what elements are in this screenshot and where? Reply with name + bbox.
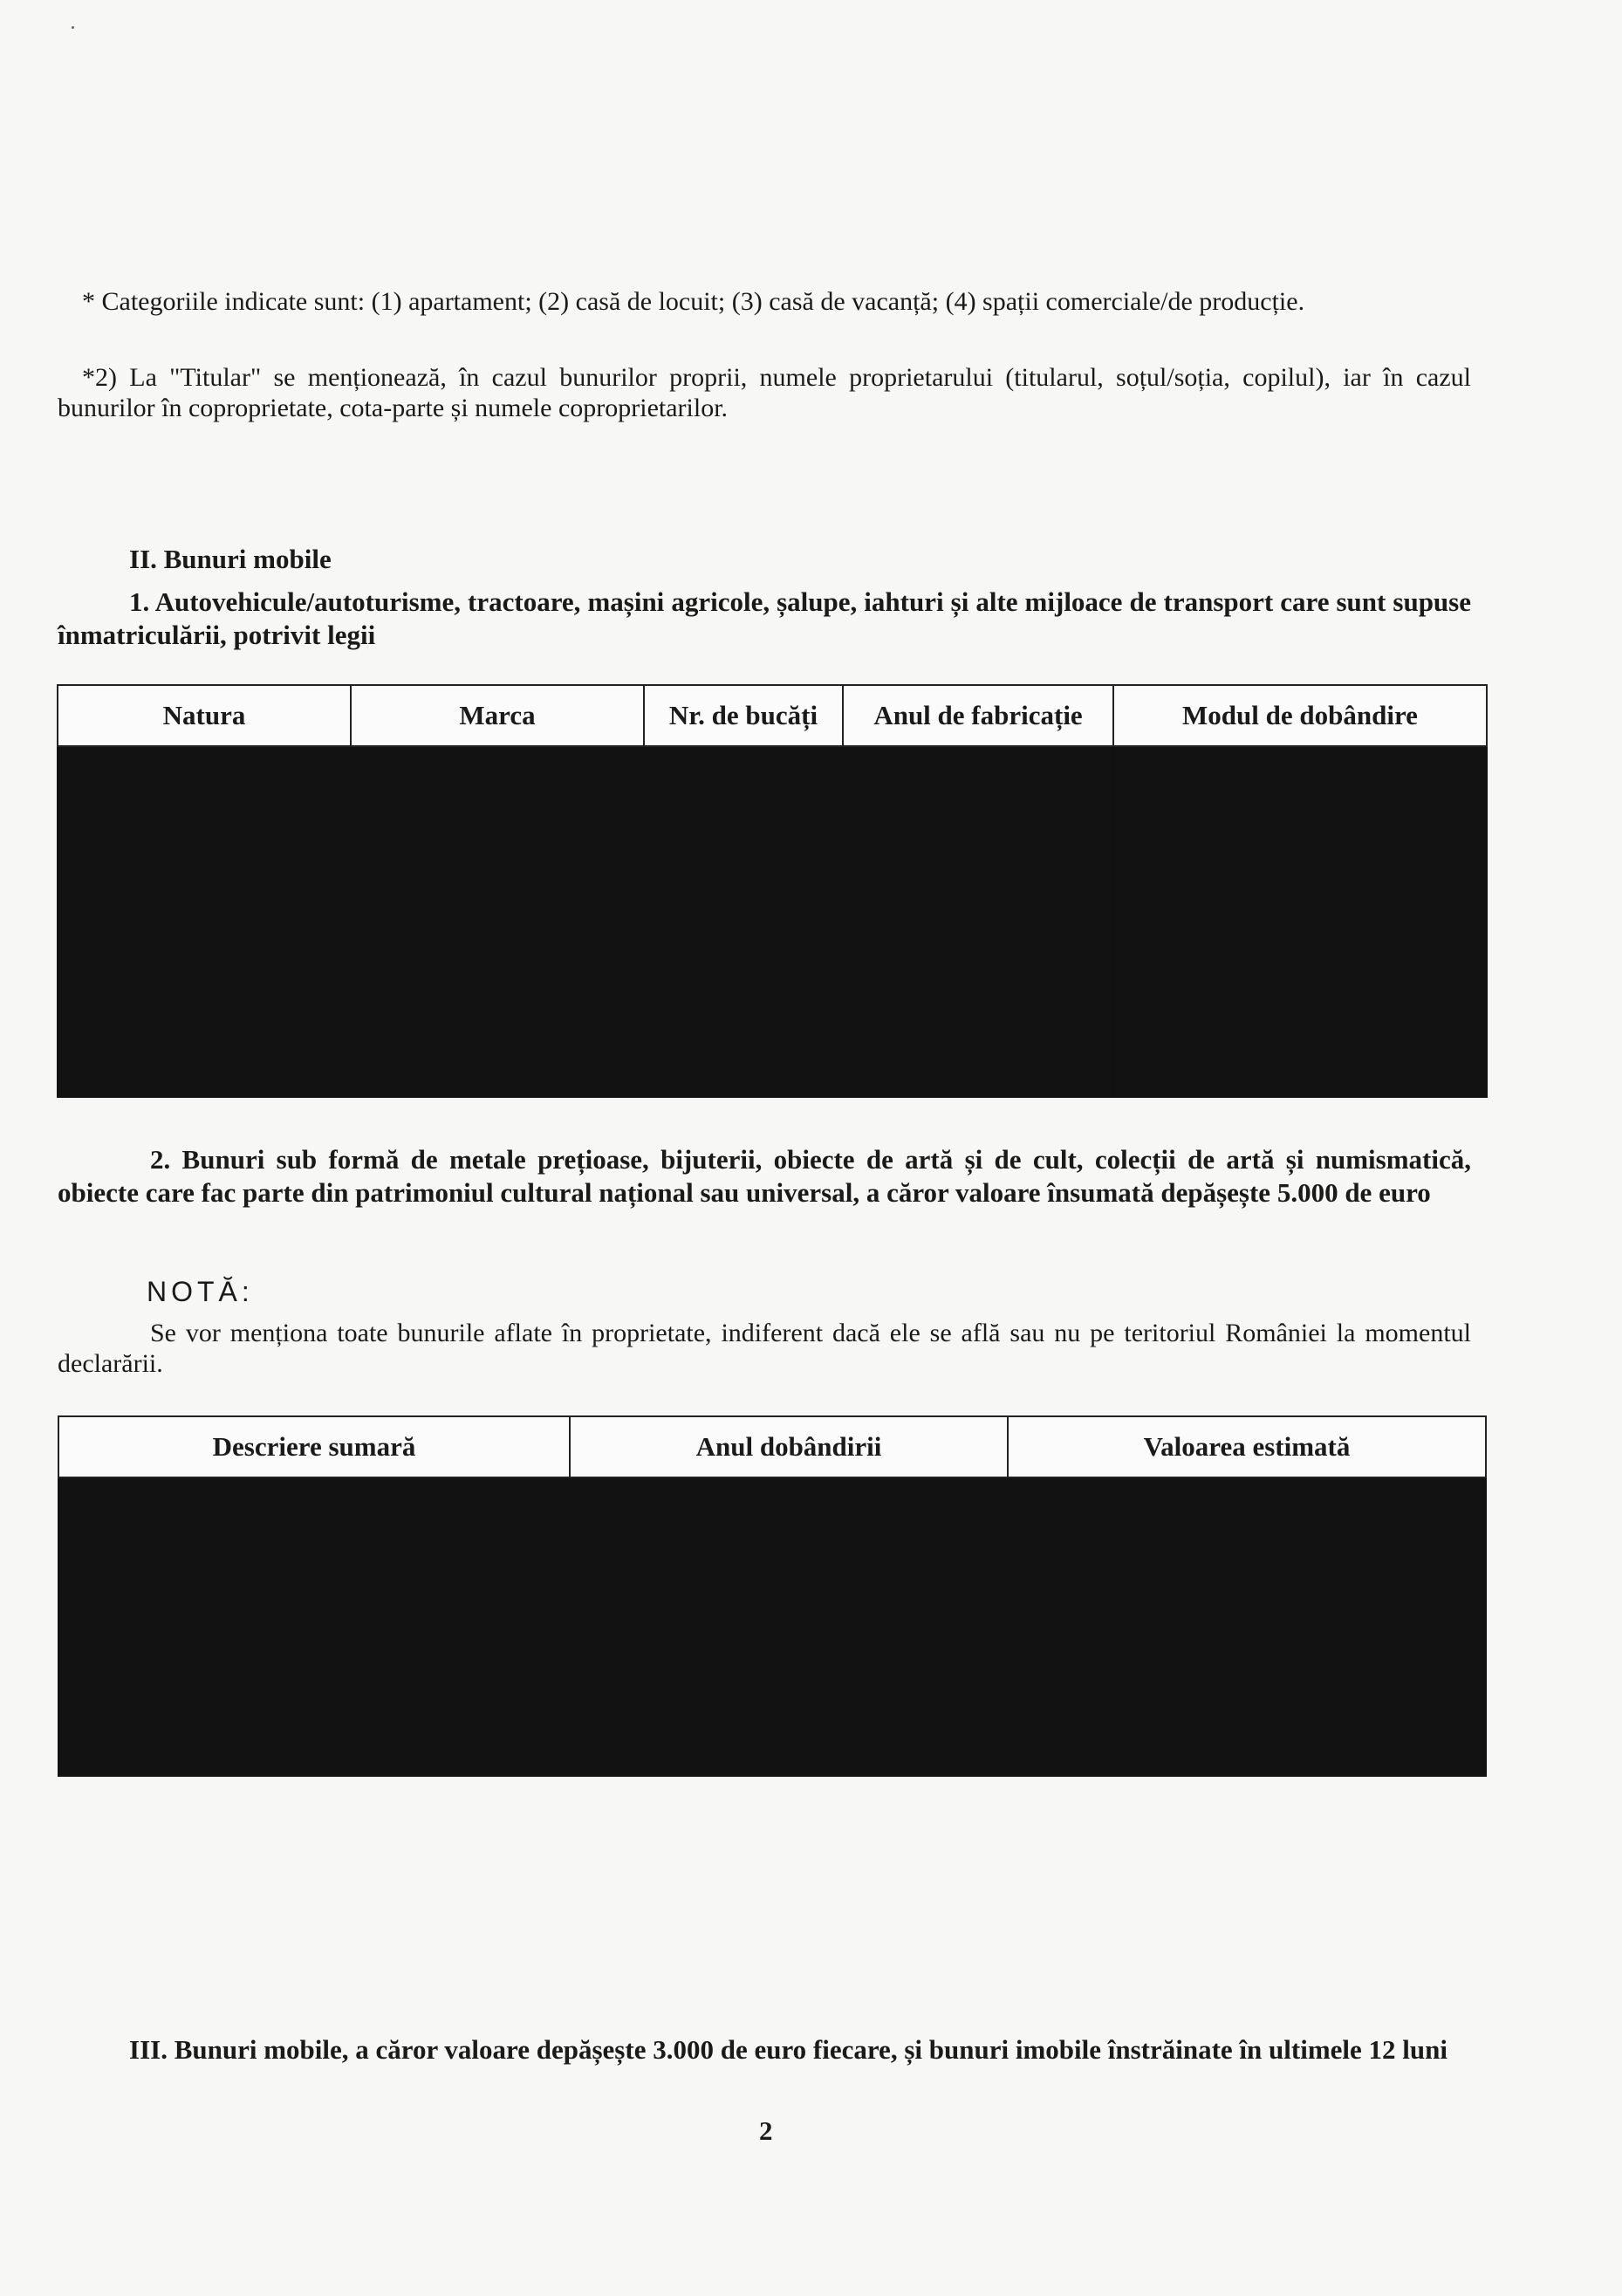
nota-text: Se vor menționa toate bunurile aflate în proprietate, indiferent dacă ele se află sau nu pe teritoriul României la momentul declarării. [58,1319,1471,1378]
redacted-cell [570,1477,1008,1776]
vehicles-table [57,684,1488,1098]
footnote-titular: *2) La "Titular" se menționează, în cazul bunurilor proprii, numele proprietarului (titularul, soțul/soția, copilul), iar în cazul bunurilor în coproprietate, cota-parte și numele coproprietarilor. [58,363,1471,422]
section-2-title: II. Bunuri mobile [129,544,332,574]
redacted-cell [1113,746,1487,1097]
section-2-subsection-1: 1. Autovehicule/autoturisme, tractoare, mașini agricole, șalupe, iahturi și alte mijloace de transport care sunt supuse înmatriculării, potrivit legii [58,586,1471,650]
col-natura: Natura [58,685,351,746]
redacted-row [58,746,1487,1097]
col-anul-fabricatie: Anul de fabricație [843,685,1113,746]
col-descriere: Descriere sumară [58,1416,570,1477]
redacted-cell [644,746,843,1097]
redacted-cell [843,746,1113,1097]
valuables-table [58,1415,1487,1777]
footnote-categories: * Categoriile indicate sunt: (1) apartament; (2) casă de locuit; (3) casă de vacanță; (4) spații comerciale/de producție. [82,287,1305,316]
page-number: 2 [759,2115,773,2146]
nota-label: NOTĂ: [147,1276,254,1307]
redacted-cell [351,746,644,1097]
table-header-row [58,685,1487,746]
redacted-cell [1008,1477,1486,1776]
scan-speck [72,26,74,29]
col-modul-dobandire: Modul de dobândire [1113,685,1487,746]
redacted-cell [58,1477,570,1776]
col-nr-bucati: Nr. de bucăți [644,685,843,746]
section-3-title: III. Bunuri mobile, a căror valoare depășește 3.000 de euro fiecare, și bunuri imobile înstrăinate în ultimele 12 luni [129,2034,1447,2065]
section-2-subsection-2: 2. Bunuri sub formă de metale prețioase, bijuterii, obiecte de artă și de cult, colecții de artă și numismatică, obiecte care fac parte din patrimoniul cultural național sau universal, a căror valoare însumată depășește 5.000 de euro [58,1144,1471,1208]
col-anul-dobandirii: Anul dobândirii [570,1416,1008,1477]
col-marca: Marca [351,685,644,746]
redacted-row [58,1477,1486,1776]
table-header-row [58,1416,1486,1477]
redacted-cell [58,746,351,1097]
col-valoarea-estimata: Valoarea estimată [1008,1416,1486,1477]
